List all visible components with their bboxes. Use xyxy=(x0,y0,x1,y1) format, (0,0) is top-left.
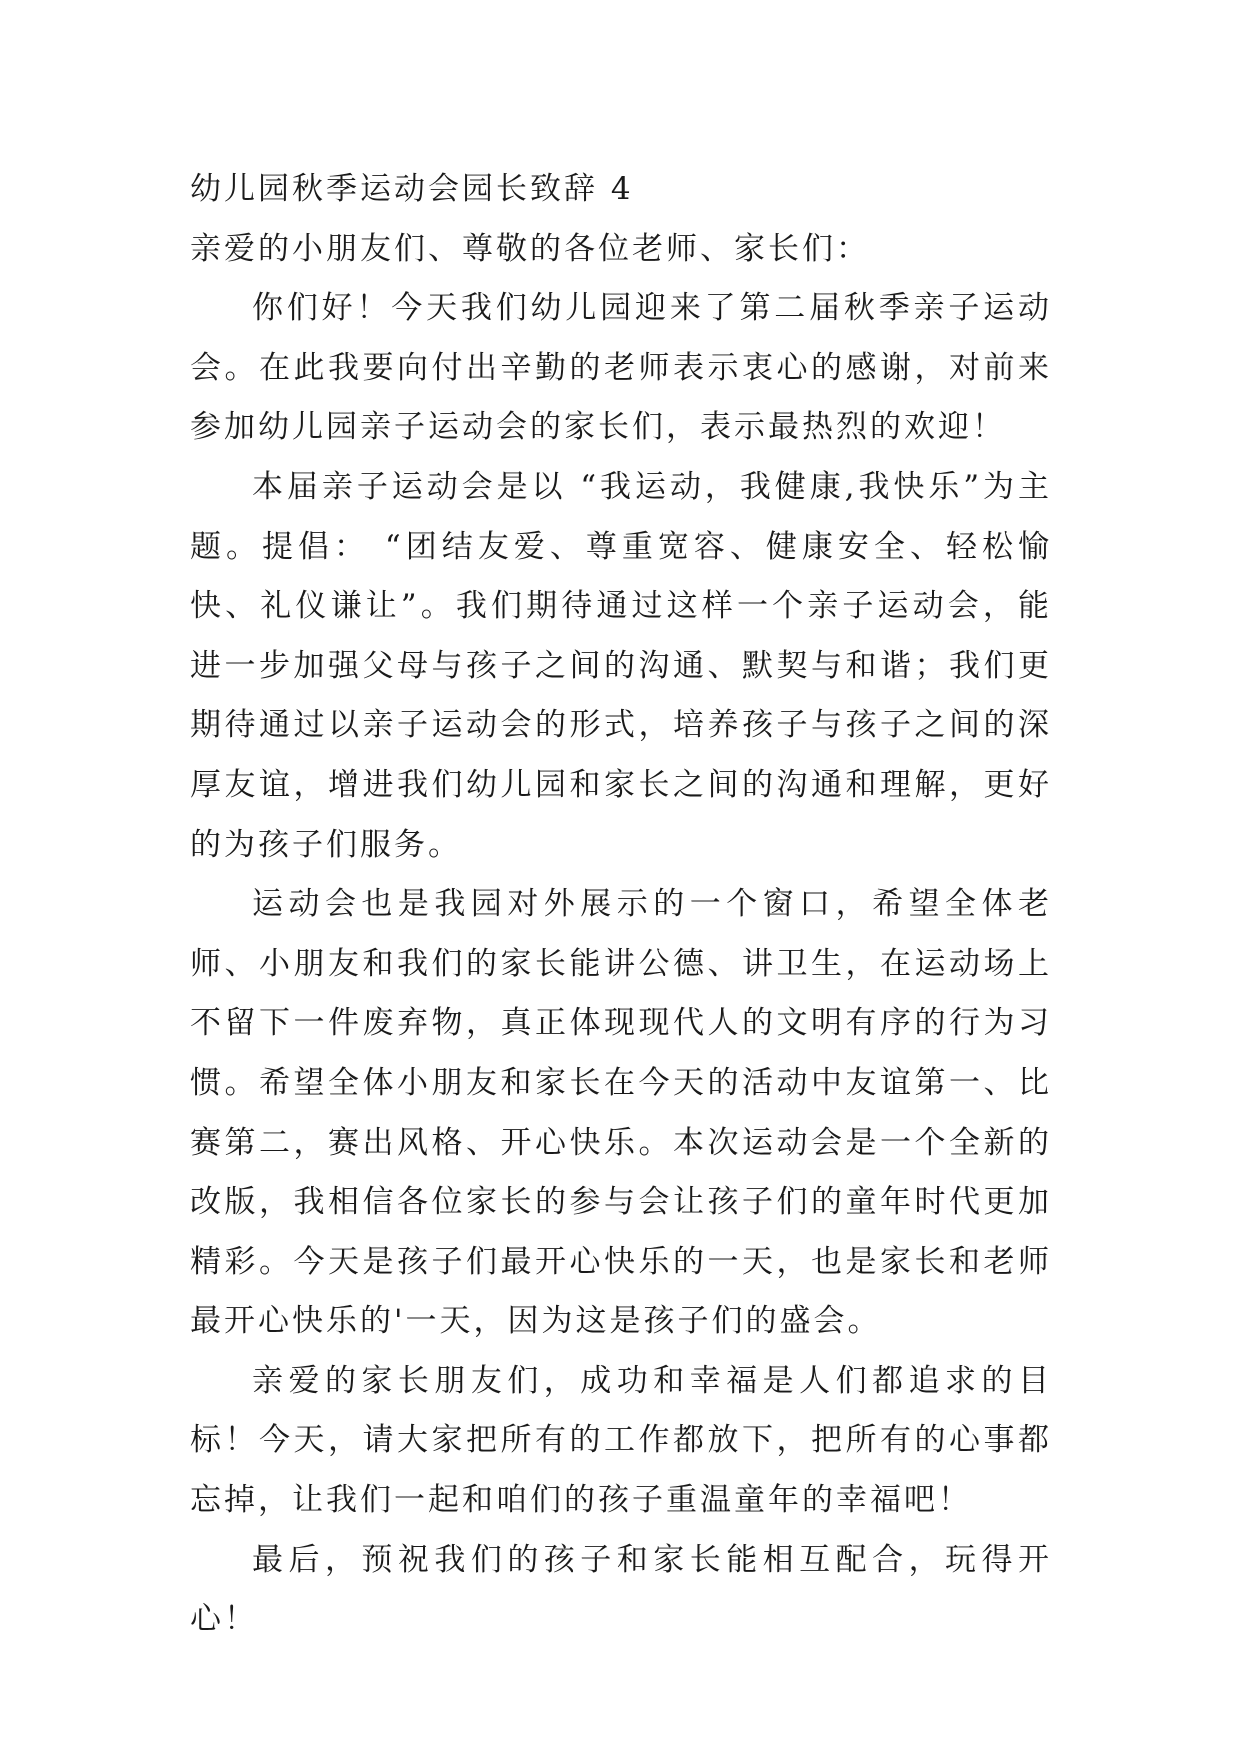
paragraph-expectations: 运动会也是我园对外展示的一个窗口，希望全体老师、小朋友和我们的家长能讲公德、讲卫生，在运动场上不留下一件废弃物，真正体现现代人的文明有序的行为习惯。希望全体小朋友和家长在今天的活动中友谊第一、比赛第二，赛出风格、开心快乐。本次运动会是一个全新的改版，我相信各位家长的参与会让孩子们的童年时代更加精彩。今天是孩子们最开心快乐的一天，也是家长和老师最开心快乐的'一天，因为这是孩子们的盛会。 xyxy=(190,886,1052,1340)
paragraph-theme: 本届亲子运动会是以 “我运动，我健康,我快乐”为主题。提倡： “团结友爱、尊重宽容、健康安全、轻松愉快、礼仪谦让”。我们期待通过这样一个亲子运动会，能进一步加强父母与孩子之间的沟通、默契与和谐；我们更期待通过以亲子运动会的形式，培养孩子与孩子之间的深厚友谊，增进我们幼儿园和家长之间的沟通和理解，更好的为孩子们服务。 xyxy=(190,468,1052,863)
paragraph-closing: 最后，预祝我们的孩子和家长能相互配合，玩得开心！ xyxy=(190,1541,1052,1638)
salutation: 亲爱的小朋友们、尊敬的各位老师、家长们： xyxy=(190,230,870,267)
paragraph-appeal: 亲爱的家长朋友们，成功和幸福是人们都追求的目标！今天，请大家把所有的工作都放下，把所有的心事都忘掉，让我们一起和咱们的孩子重温童年的幸福吧！ xyxy=(190,1362,1052,1519)
document-title: 幼儿园秋季运动会园长致辞 4 xyxy=(190,171,634,207)
document-body xyxy=(190,160,1052,1650)
paragraph-greeting: 你们好！今天我们幼儿园迎来了第二届秋季亲子运动会。在此我要向付出辛勤的老师表示衷心的感谢，对前来参加幼儿园亲子运动会的家长们，表示最热烈的欢迎！ xyxy=(190,290,1052,446)
